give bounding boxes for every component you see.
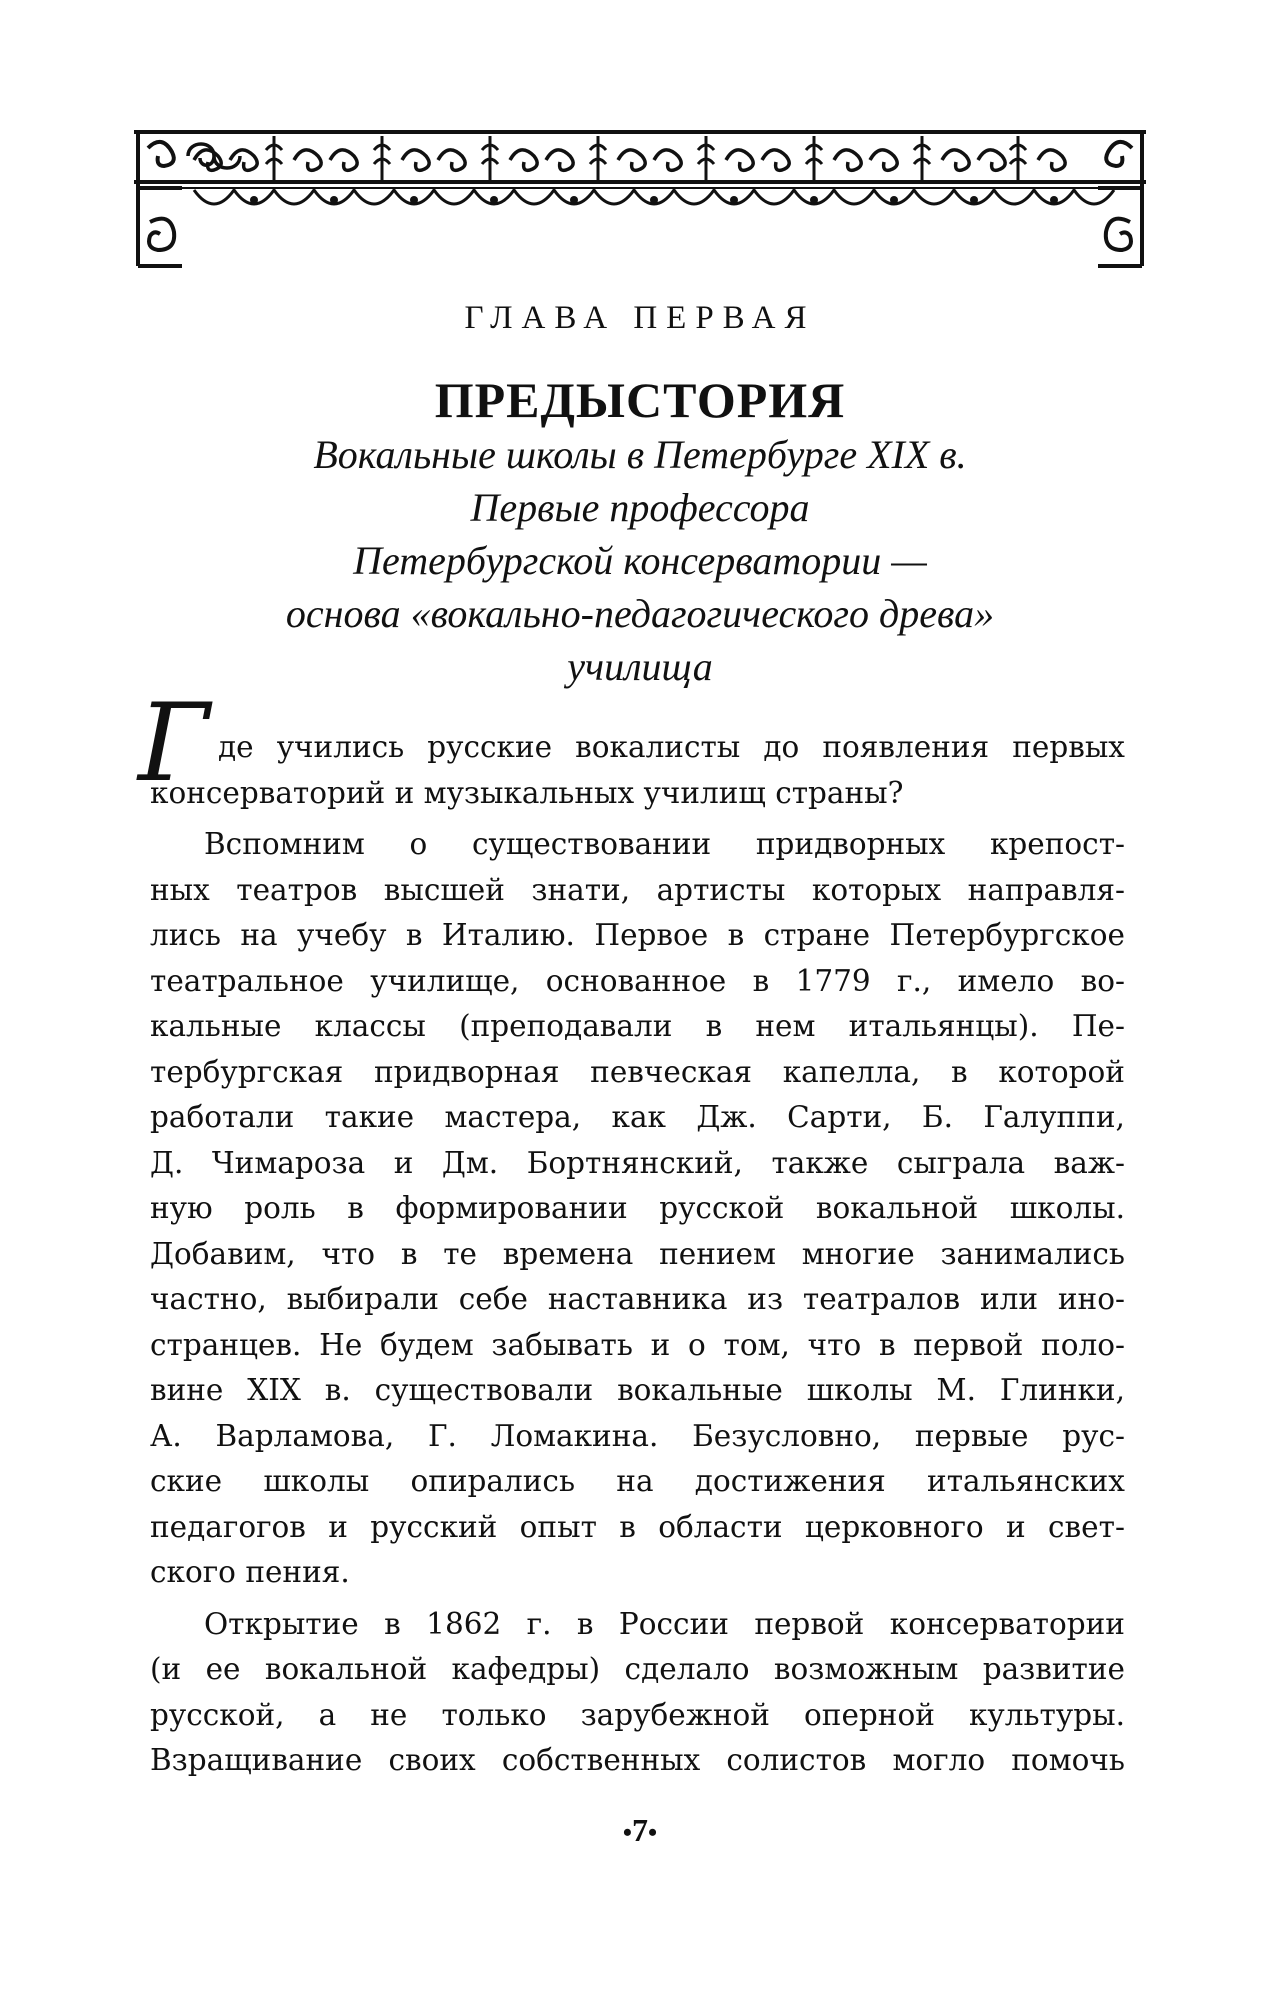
header-ornament — [134, 128, 1146, 270]
text-line: Открытие в 1862 г. в России первой консерватории — [204, 1606, 1125, 1641]
body-text — [150, 725, 1125, 1784]
text-line: (и ее вокальной кафедры) сделало возможным развитие — [150, 1652, 1125, 1686]
subtitle-line: Петербургской консерватории — — [353, 538, 927, 583]
text-line: кальные классы (преподавали в нем итальянцы). Пе- — [150, 1009, 1125, 1043]
page-number-value: 7 — [632, 1812, 648, 1848]
chapter-title: ПРЕДЫСТОРИЯ — [434, 372, 846, 428]
text-line: частно, выбирали себе наставника из театралов или ино- — [150, 1282, 1125, 1316]
text-line: ную роль в формировании русской вокальной школы. — [150, 1191, 1125, 1225]
drop-cap: Г — [138, 681, 210, 806]
subtitle-line: основа «вокально-педагогического древа» — [285, 591, 995, 636]
text-line: де учились русские вокалисты до появления первых — [218, 730, 1125, 764]
page-number: •7• — [622, 1812, 658, 1848]
text-line: А. Варламова, Г. Ломакина. Безусловно, первые рус- — [150, 1418, 1125, 1453]
subtitle-line: Первые профессора — [470, 485, 810, 530]
text-line: работали такие мастера, как Дж. Сарти, Б. Галуппи, — [150, 1100, 1125, 1134]
text-line: ского пения. — [150, 1555, 350, 1589]
chapter-label: ГЛАВА ПЕРВАЯ — [464, 300, 816, 336]
text-line: ские школы опирались на достижения итальянских — [150, 1464, 1125, 1498]
subtitle-line: Вокальные школы в Петербурге XIX в. — [313, 432, 967, 477]
chapter-subtitle — [0, 428, 1280, 693]
text-line: тербургская придворная певческая капелла, в которой — [150, 1054, 1125, 1089]
text-line: Д. Чимароза и Дм. Бортнянский, также сыграла важ- — [150, 1145, 1125, 1180]
text-line: Добавим, что в те времена пением многие занимались — [150, 1236, 1125, 1271]
text-line: консерваторий и музыкальных училищ страны? — [150, 775, 904, 810]
text-line: русской, а не только зарубежной оперной культуры. — [150, 1697, 1125, 1732]
text-line: лись на учебу в Италию. Первое в стране Петербургское — [150, 918, 1125, 952]
text-line: ных театров высшей знати, артисты которых направля- — [150, 872, 1125, 907]
text-line: Взращивание своих собственных солистов могло помочь — [150, 1743, 1125, 1777]
text-line: странцев. Не будем забывать и о том, что в первой поло- — [150, 1327, 1125, 1362]
subtitle-line: училища — [567, 644, 713, 689]
text-line: театральное училище, основанное в 1779 г., имело во- — [150, 963, 1125, 998]
text-line: педагогов и русский опыт в области церковного и свет- — [150, 1509, 1125, 1544]
text-line: Вспомним о существовании придворных крепост- — [204, 827, 1125, 861]
text-line: вине XIX в. существовали вокальные школы М. Глинки, — [150, 1373, 1125, 1407]
